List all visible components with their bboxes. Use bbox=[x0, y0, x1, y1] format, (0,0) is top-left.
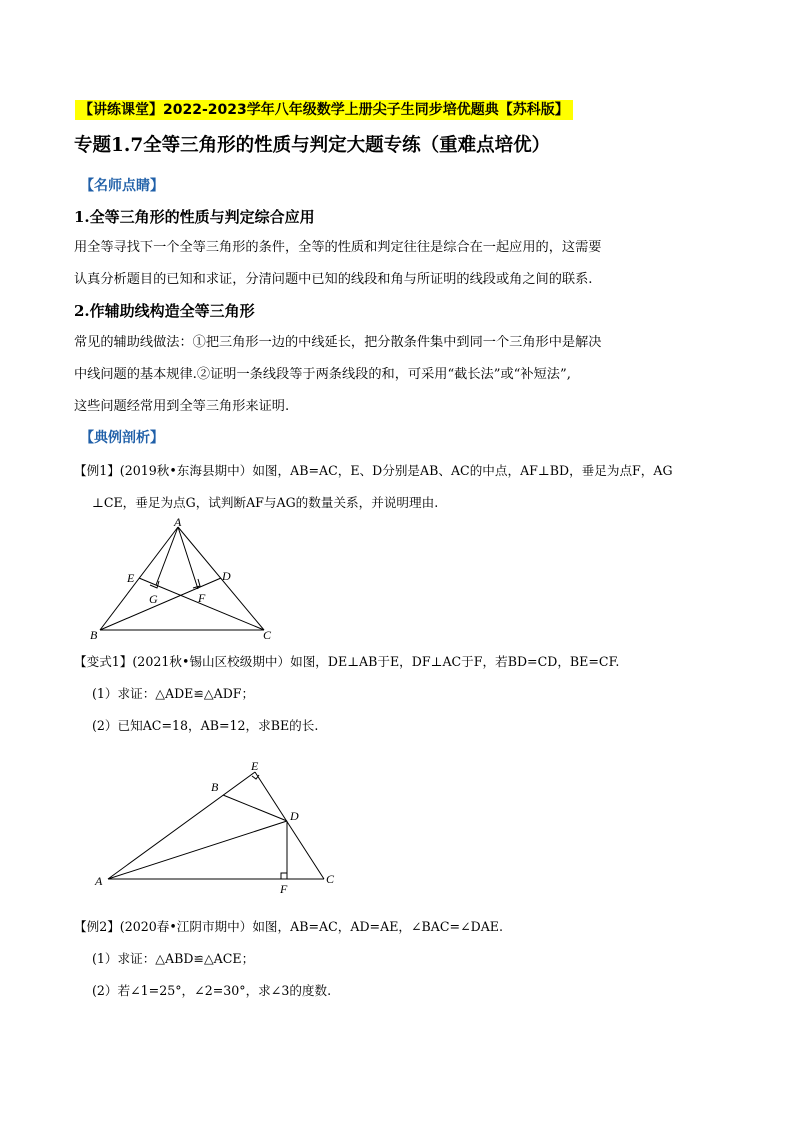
point2-text-line1: 常见的辅助线做法：①把三角形一边的中线延长，把分散条件集中到同一个三角形中是解决 bbox=[74, 335, 602, 350]
point1-heading: 1.全等三角形的性质与判定综合应用 bbox=[74, 208, 315, 226]
point2-text-line3: 这些问题经常用到全等三角形来证明. bbox=[74, 399, 290, 414]
fig1-label-c: C bbox=[263, 628, 272, 642]
figure-2-triangle bbox=[90, 755, 350, 895]
fig1-label-g: G bbox=[149, 592, 158, 606]
point1-text-line2: 认真分析题目的已知和求证，分清问题中已知的线段和角与所证明的线段或角之间的联系. bbox=[74, 272, 593, 287]
example2-line1: 【例2】(2020春•江阴市期中）如图，AB=AC，AD=AE，∠BAC=∠DAE. bbox=[74, 919, 504, 934]
fig1-label-d: D bbox=[222, 569, 231, 583]
figure-1-triangle bbox=[80, 515, 280, 645]
example2-question1: (1）求证：△ABD≌△ACE； bbox=[92, 951, 255, 966]
fig2-label-e: E bbox=[251, 759, 259, 773]
variant1-question1: (1）求证：△ADE≌△ADF； bbox=[92, 686, 255, 701]
variant1-question2: (2）已知AC=18，AB=12，求BE的长. bbox=[92, 718, 319, 733]
example2-question2: (2）若∠1=25°，∠2=30°，求∠3的度数. bbox=[92, 983, 332, 998]
variant1-line1: 【变式1】(2021秋•锡山区校级期中）如图，DE⊥AB于E，DF⊥AC于F，若BD=CD，BE=CF. bbox=[74, 654, 620, 669]
section-heading-mingshi: 【名师点睛】 bbox=[80, 178, 164, 194]
header-banner: 【讲练课堂】2022-2023学年八年级数学上册尖子生同步培优题典【苏科版】 bbox=[75, 100, 573, 120]
example1-line1: 【例1】(2019秋•东海县期中）如图，AB=AC，E、D分别是AB、AC的中点，AF⊥BD，垂足为点F，AG bbox=[74, 463, 673, 478]
fig2-label-d: D bbox=[290, 809, 299, 823]
fig2-label-b: B bbox=[211, 780, 219, 794]
fig2-label-a: A bbox=[95, 874, 103, 888]
page-title: 专题1.7全等三角形的性质与判定大题专练（重难点培优） bbox=[74, 135, 551, 156]
section-heading-dianli: 【典例剖析】 bbox=[80, 430, 164, 446]
fig1-label-a: A bbox=[174, 515, 182, 529]
fig1-label-f: F bbox=[198, 591, 206, 605]
example1-line2: ⊥CE，垂足为点G，试判断AF与AG的数量关系，并说明理由. bbox=[92, 495, 439, 510]
fig1-label-e: E bbox=[127, 571, 135, 585]
fig2-label-c: C bbox=[326, 872, 335, 886]
point1-text-line1: 用全等寻找下一个全等三角形的条件，全等的性质和判定往往是综合在一起应用的，这需要 bbox=[74, 240, 602, 255]
fig1-label-b: B bbox=[90, 628, 98, 642]
point2-heading: 2.作辅助线构造全等三角形 bbox=[74, 302, 255, 320]
point2-text-line2: 中线问题的基本规律.②证明一条线段等于两条线段的和，可采用“截长法”或“补短法”, bbox=[74, 367, 571, 382]
fig2-label-f: F bbox=[280, 882, 288, 895]
